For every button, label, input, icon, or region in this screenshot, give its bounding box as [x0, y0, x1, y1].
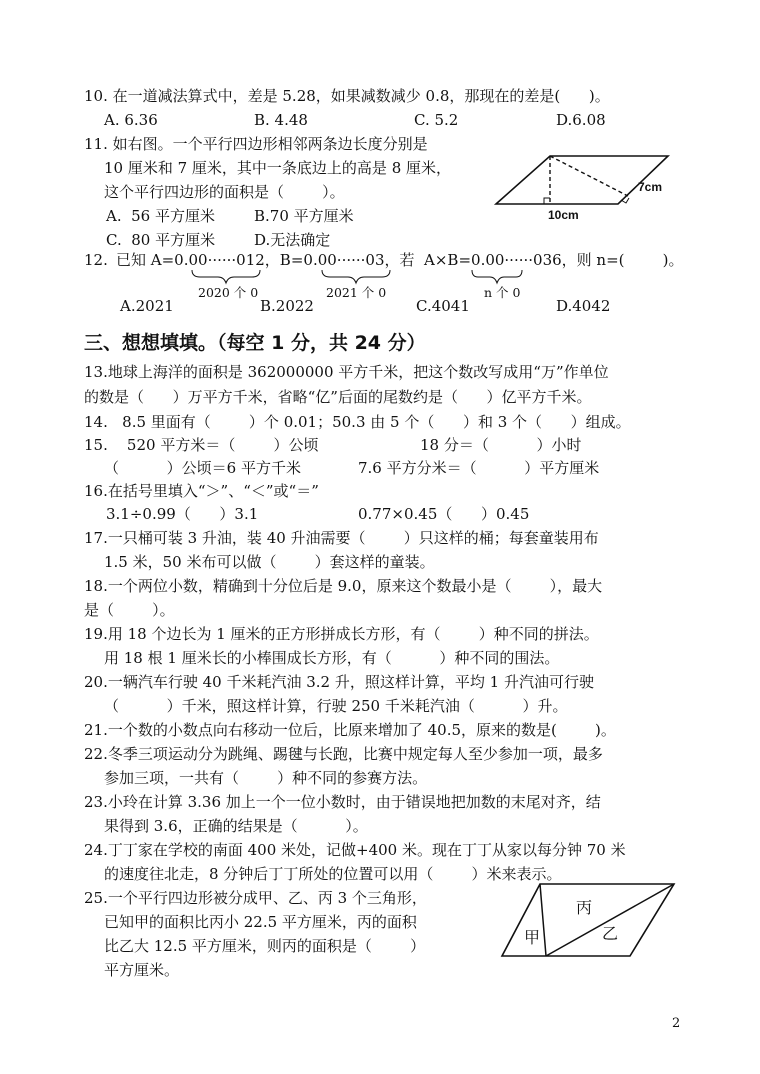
q18-line2: 是（ ）。	[84, 601, 175, 619]
q25-parallelogram-figure	[498, 880, 678, 962]
q24-line2: 的速度往北走，8 分钟后丁丁所处的位置可以用（ ）米来表示。	[104, 865, 562, 883]
q18-line1: 18.一个两位小数，精确到十分位后是 9.0，原来这个数最小是（ ），最大	[84, 577, 603, 595]
q10-option-b: B. 4.48	[254, 111, 308, 129]
q12-option-d: D.4042	[556, 297, 611, 315]
q10-stem: 10. 在一道减法算式中，差是 5.28，如果减数减少 0.8，那现在的差是( )。	[84, 87, 610, 105]
q12-option-b: B.2022	[260, 297, 314, 315]
q24-line1: 24.丁丁家在学校的南面 400 米处，记做+400 米。现在丁丁从家以每分钟 70 米	[84, 841, 626, 859]
page-number: 2	[672, 1016, 681, 1031]
q12-brace1-label: 2020 个 0	[198, 285, 259, 300]
q10-option-d: D.6.08	[556, 111, 606, 129]
q25-figure-label-yi: 乙	[602, 924, 619, 943]
q25-line1: 25.一个平行四边形被分成甲、乙、丙 3 个三角形，	[84, 889, 427, 907]
q11-option-b: B.70 平方厘米	[254, 207, 354, 225]
q15-line1-right: 18 分＝（ ）小时	[420, 436, 582, 454]
q11-option-d: D.无法确定	[254, 231, 331, 249]
q25-line4: 平方厘米。	[104, 961, 180, 979]
q13-line1: 13.地球上海洋的面积是 362000000 平方千米，把这个数改写成用“万”作单位	[84, 363, 609, 381]
q19-line2: 用 18 根 1 厘米长的小棒围成长方形，有（ ）种不同的围法。	[104, 649, 560, 667]
q12-option-a: A.2021	[120, 297, 174, 315]
q16-line1: 16.在括号里填入“＞”、“＜”或“＝”	[84, 482, 319, 500]
q23-line2: 果得到 3.6，正确的结果是（ ）。	[104, 817, 368, 835]
q15-line2-left: （ ）公顷＝6 平方千米	[104, 459, 301, 477]
q21-line1: 21.一个数的小数点向右移动一位后，比原来增加了 40.5，原来的数是( )。	[84, 721, 616, 739]
q12-stem: 已知 A=0.00······012，B=0.00······03，若 A×B=0.00······036，则 n=( )。	[116, 251, 684, 269]
q11-line2: 10 厘米和 7 厘米，其中一条底边上的高是 8 厘米，	[104, 159, 452, 177]
q12-number: 12.	[84, 251, 108, 269]
q25-line3: 比乙大 12.5 平方厘米，则丙的面积是（ ）	[104, 937, 426, 955]
q16-line2-left: 3.1÷0.99（ ）3.1	[106, 505, 259, 523]
q10-option-a: A. 6.36	[104, 111, 158, 129]
q25-figure-label-bing: 丙	[576, 898, 593, 917]
q25-line2: 已知甲的面积比丙小 22.5 平方厘米，丙的面积	[104, 913, 417, 931]
q11-option-c: C. 80 平方厘米	[106, 231, 216, 249]
q25-figure-label-jia: 甲	[524, 928, 541, 947]
q23-line1: 23.小玲在计算 3.36 加上一个一位小数时，由于错误地把加数的末尾对齐，结	[84, 793, 601, 811]
q12-brace3-label: n 个 0	[484, 285, 521, 300]
q12-option-c: C.4041	[416, 297, 470, 315]
q19-line1: 19.用 18 个边长为 1 厘米的正方形拼成长方形，有（ ）种不同的拼法。	[84, 625, 599, 643]
q11-line1: 11. 如右图。一个平行四边形相邻两条边长度分别是	[84, 135, 428, 153]
q22-line1: 22.冬季三项运动分为跳绳、踢毽与长跑，比赛中规定每人至少参加一项，最多	[84, 745, 603, 763]
q16-line2-right: 0.77×0.45（ ）0.45	[358, 505, 530, 523]
q12-brace2-label: 2021 个 0	[326, 285, 387, 300]
q17-line1: 17.一只桶可装 3 升油，装 40 升油需要（ ）只这样的桶；每套童装用布	[84, 529, 599, 547]
q11-line3: 这个平行四边形的面积是（ ）。	[104, 183, 345, 201]
q14-line1: 14. 8.5 里面有（ ）个 0.01；50.3 由 5 个（ ）和 3 个（ ）组成。	[84, 413, 631, 431]
q17-line2: 1.5 米，50 米布可以做（ ）套这样的童装。	[104, 553, 435, 571]
q15-line2-right: 7.6 平方分米＝（ ）平方厘米	[358, 459, 600, 477]
q22-line2: 参加三项，一共有（ ）种不同的参赛方法。	[104, 769, 428, 787]
q10-option-c: C. 5.2	[414, 111, 459, 129]
q11-option-a: A. 56 平方厘米	[106, 207, 215, 225]
section-3-title: 三、想想填填。（每空 1 分，共 24 分）	[84, 332, 426, 354]
q15-line1-left: 15. 520 平方米＝（ ）公顷	[84, 436, 319, 454]
q11-figure-side-label: 7cm	[638, 180, 663, 194]
q20-line2: （ ）千米，照这样计算，行驶 250 千米耗汽油（ ）升。	[104, 697, 568, 715]
q11-figure-base-label: 10cm	[548, 208, 579, 222]
q20-line1: 20.一辆汽车行驶 40 千米耗汽油 3.2 升，照这样计算，平均 1 升汽油可行驶	[84, 673, 594, 691]
q13-line2: 的数是（ ）万平方千米，省略“亿”后面的尾数约是（ ）亿平方千米。	[84, 388, 592, 406]
